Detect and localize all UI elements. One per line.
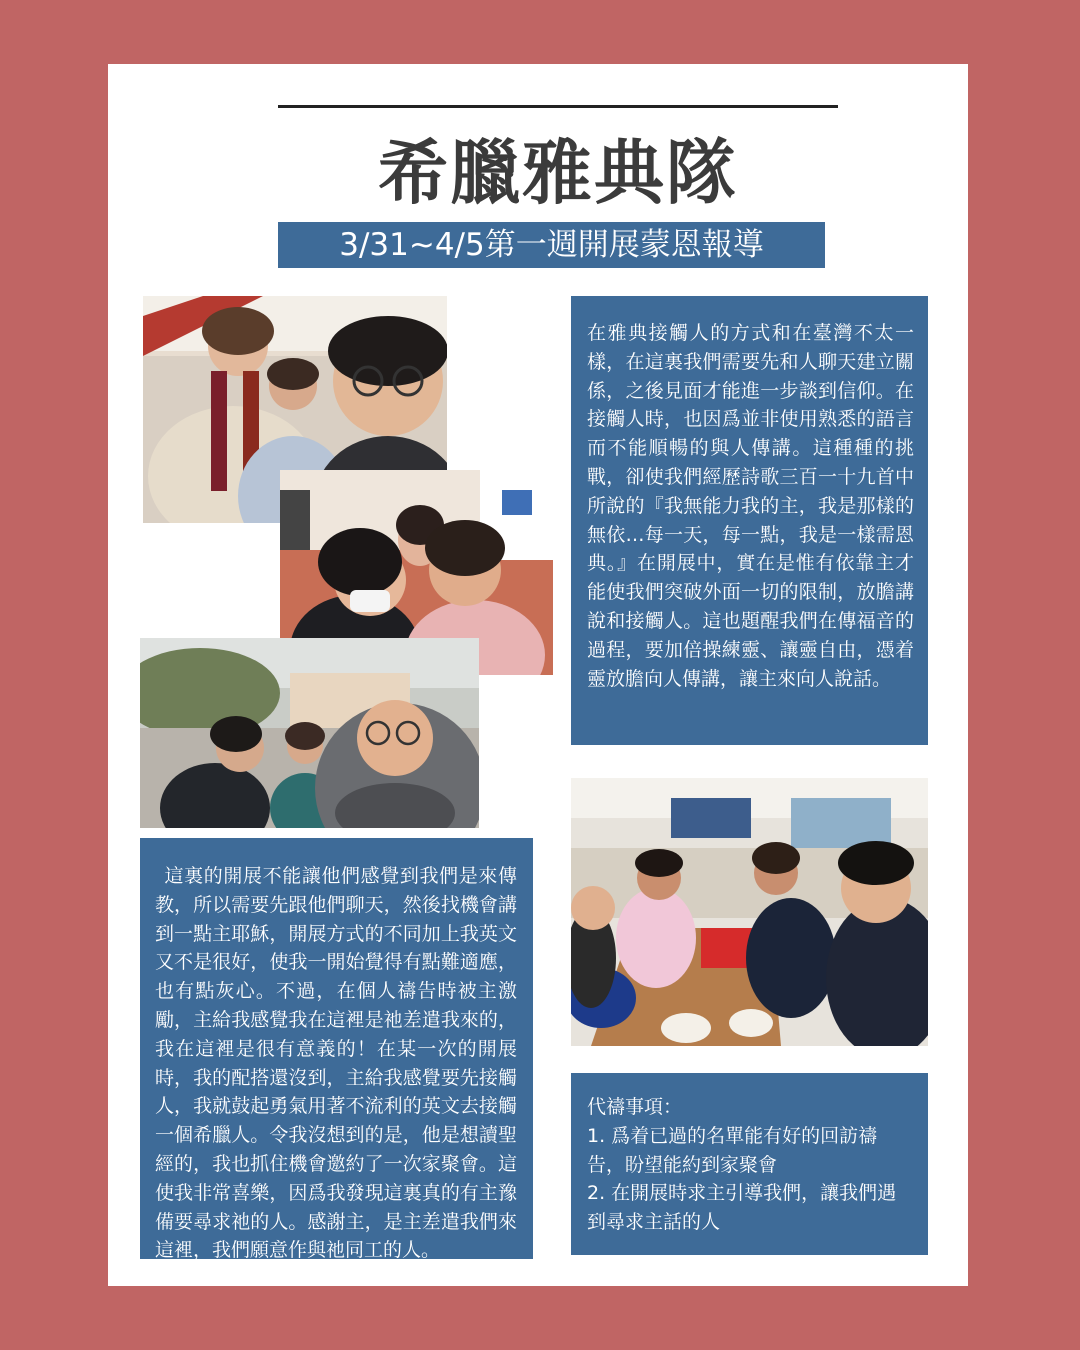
prayer-item: 2. 在開展時求主引導我們，讓我們遇到尋求主話的人 <box>587 1182 897 1234</box>
photo-outdoor-group <box>140 638 479 828</box>
report-upper-text: 在雅典接觸人的方式和在臺灣不太一樣，在這裏我們需要先和人聊天建立關係，之後見面才能進一步談到信仰。在接觸人時，也因爲並非使用熟悉的語言而不能順暢的與人傳講。這種種的挑戰，卻使我們經歷詩歌三百一十九首中所說的『我無能力我的主，我是那樣的無依…每一天，每一點，我是一樣需恩典。』在開展中，實在是惟有依靠主才能使我們突破外面一切的限制，放膽講說和接觸人。這也題醒我們在傳福音的過程，要加倍操練靈、讓靈自由，憑着靈放膽向人傳講，讓主來向人說話。 <box>587 322 914 690</box>
report-lower-text: 這裏的開展不能讓他們感覺到我們是來傳教，所以需要先跟他們聊天，然後找機會講到一點主耶穌，開展方式的不同加上我英文又不是很好，使我一開始覺得有點難適應，也有點灰心。不過，在個人禱告時被主激勵，主給我感覺我在這裡是祂差遣我來的，我在這裡是很有意義的！在某一次的開展時，我的配搭還沒到，主給我感覺要先接觸人，我就鼓起勇氣用著不流利的英文去接觸一個希臘人。令我沒想到的是，他是想讀聖經的，我也抓住機會邀約了一次家聚會。這使我非常喜樂，因爲我發現這裏真的有主豫備要尋求祂的人。感謝主，是主差遣我們來這裡，我們願意作與祂同工的人。 <box>155 865 517 1262</box>
subtitle-banner: 3/31~4/5第一週開展蒙恩報導 <box>278 222 825 268</box>
page-title: 希臘雅典隊 <box>378 132 738 214</box>
prayer-item: 1. 爲着已過的名單能有好的回訪禱告，盼望能約到家聚會 <box>587 1124 878 1176</box>
report-upper-box <box>571 296 928 745</box>
photo-cafeteria-group <box>571 778 928 1046</box>
prayer-requests-box <box>571 1073 928 1255</box>
title-divider <box>278 105 838 108</box>
report-lower-box <box>140 838 533 1262</box>
prayer-heading: 代禱事項： <box>587 1096 683 1118</box>
